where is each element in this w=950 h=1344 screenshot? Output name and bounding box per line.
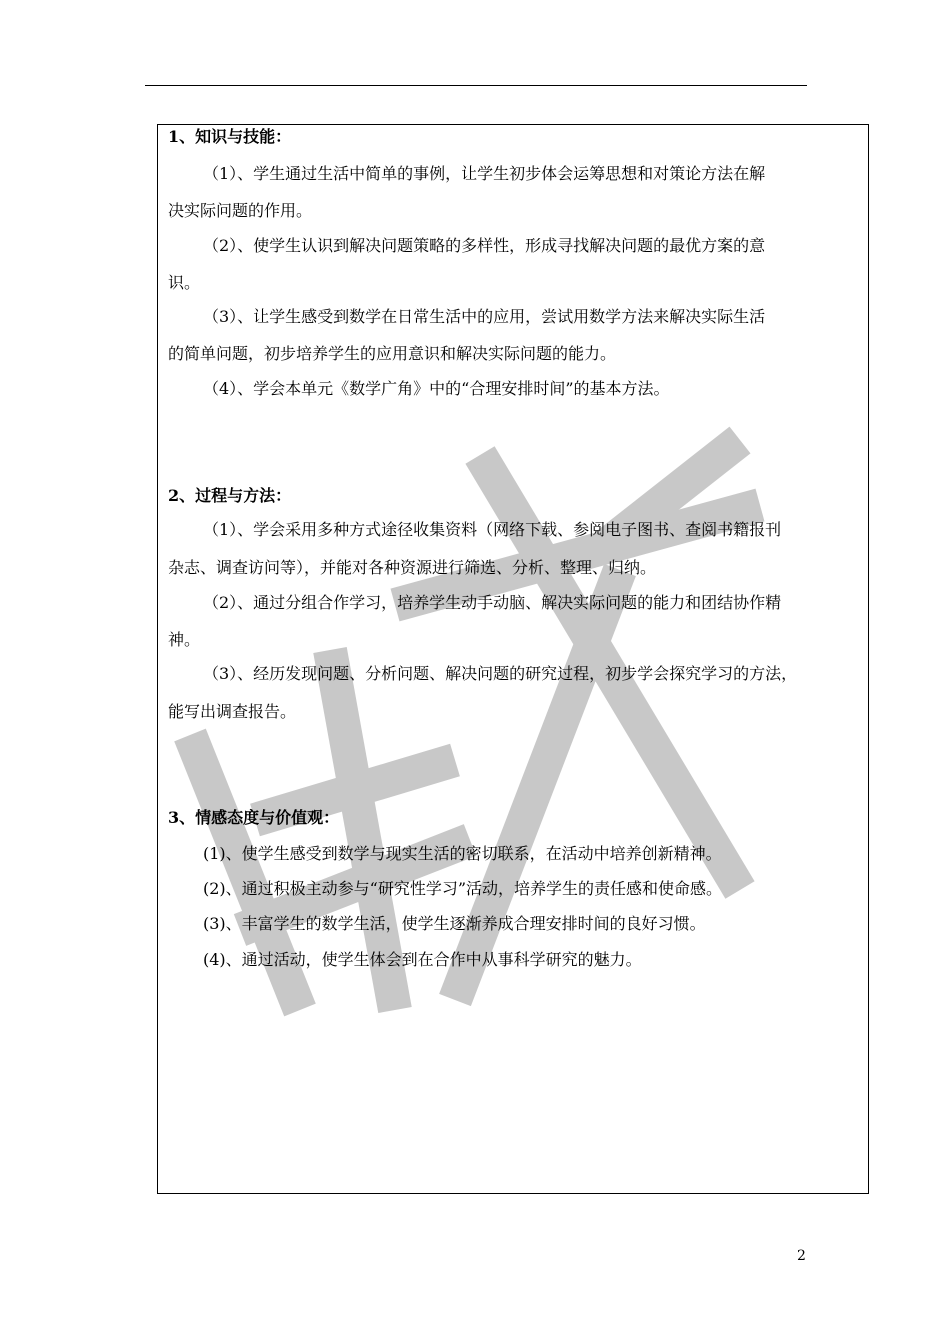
page-number: 2 xyxy=(797,1248,806,1264)
section2-line: （3）、经历发现问题、分析问题、解决问题的研究过程，初步学会探究学习的方法， xyxy=(203,664,798,683)
section1-heading: 1、知识与技能： xyxy=(168,127,292,146)
section1-line: （3）、让学生感受到数学在日常生活中的应用，尝试用数学方法来解决实际生活 xyxy=(203,307,766,326)
section1-line: （4）、学会本单元《数学广角》中的“合理安排时间”的基本方法。 xyxy=(203,379,670,398)
section2-line: 神。 xyxy=(168,630,201,649)
section2-line: （1）、学会采用多种方式途径收集资料（网络下载、参阅电子图书、查阅书籍报刊 xyxy=(203,520,782,539)
section1-line: （1）、学生通过生活中简单的事例，让学生初步体会运筹思想和对策论方法在解 xyxy=(203,164,766,183)
header-rule xyxy=(145,85,807,86)
section1-line: 决实际问题的作用。 xyxy=(168,201,313,220)
section1-line: 识。 xyxy=(168,273,201,292)
section3-line: (3)、丰富学生的数学生活，使学生逐渐养成合理安排时间的良好习惯。 xyxy=(203,914,706,933)
section1-line: （2）、使学生认识到解决问题策略的多样性，形成寻找解决问题的最优方案的意 xyxy=(203,236,766,255)
section3-line: (1)、使学生感受到数学与现实生活的密切联系，在活动中培养创新精神。 xyxy=(203,844,722,863)
section3-heading: 3、情感态度与价值观： xyxy=(168,808,340,827)
section2-heading: 2、过程与方法： xyxy=(168,486,292,505)
section2-line: 杂志、调查访问等），并能对各种资源进行筛选、分析、整理、归纳。 xyxy=(168,558,657,577)
content-table-cell xyxy=(157,124,869,1194)
section2-line: 能写出调查报告。 xyxy=(168,702,297,721)
section1-line: 的简单问题，初步培养学生的应用意识和解决实际问题的能力。 xyxy=(168,344,617,363)
section2-line: （2）、通过分组合作学习，培养学生动手动脑、解决实际问题的能力和团结协作精 xyxy=(203,593,782,612)
section3-line: (4)、通过活动，使学生体会到在合作中从事科学研究的魅力。 xyxy=(203,950,642,969)
section3-line: (2)、通过积极主动参与“研究性学习”活动，培养学生的责任感和使命感。 xyxy=(203,879,723,898)
